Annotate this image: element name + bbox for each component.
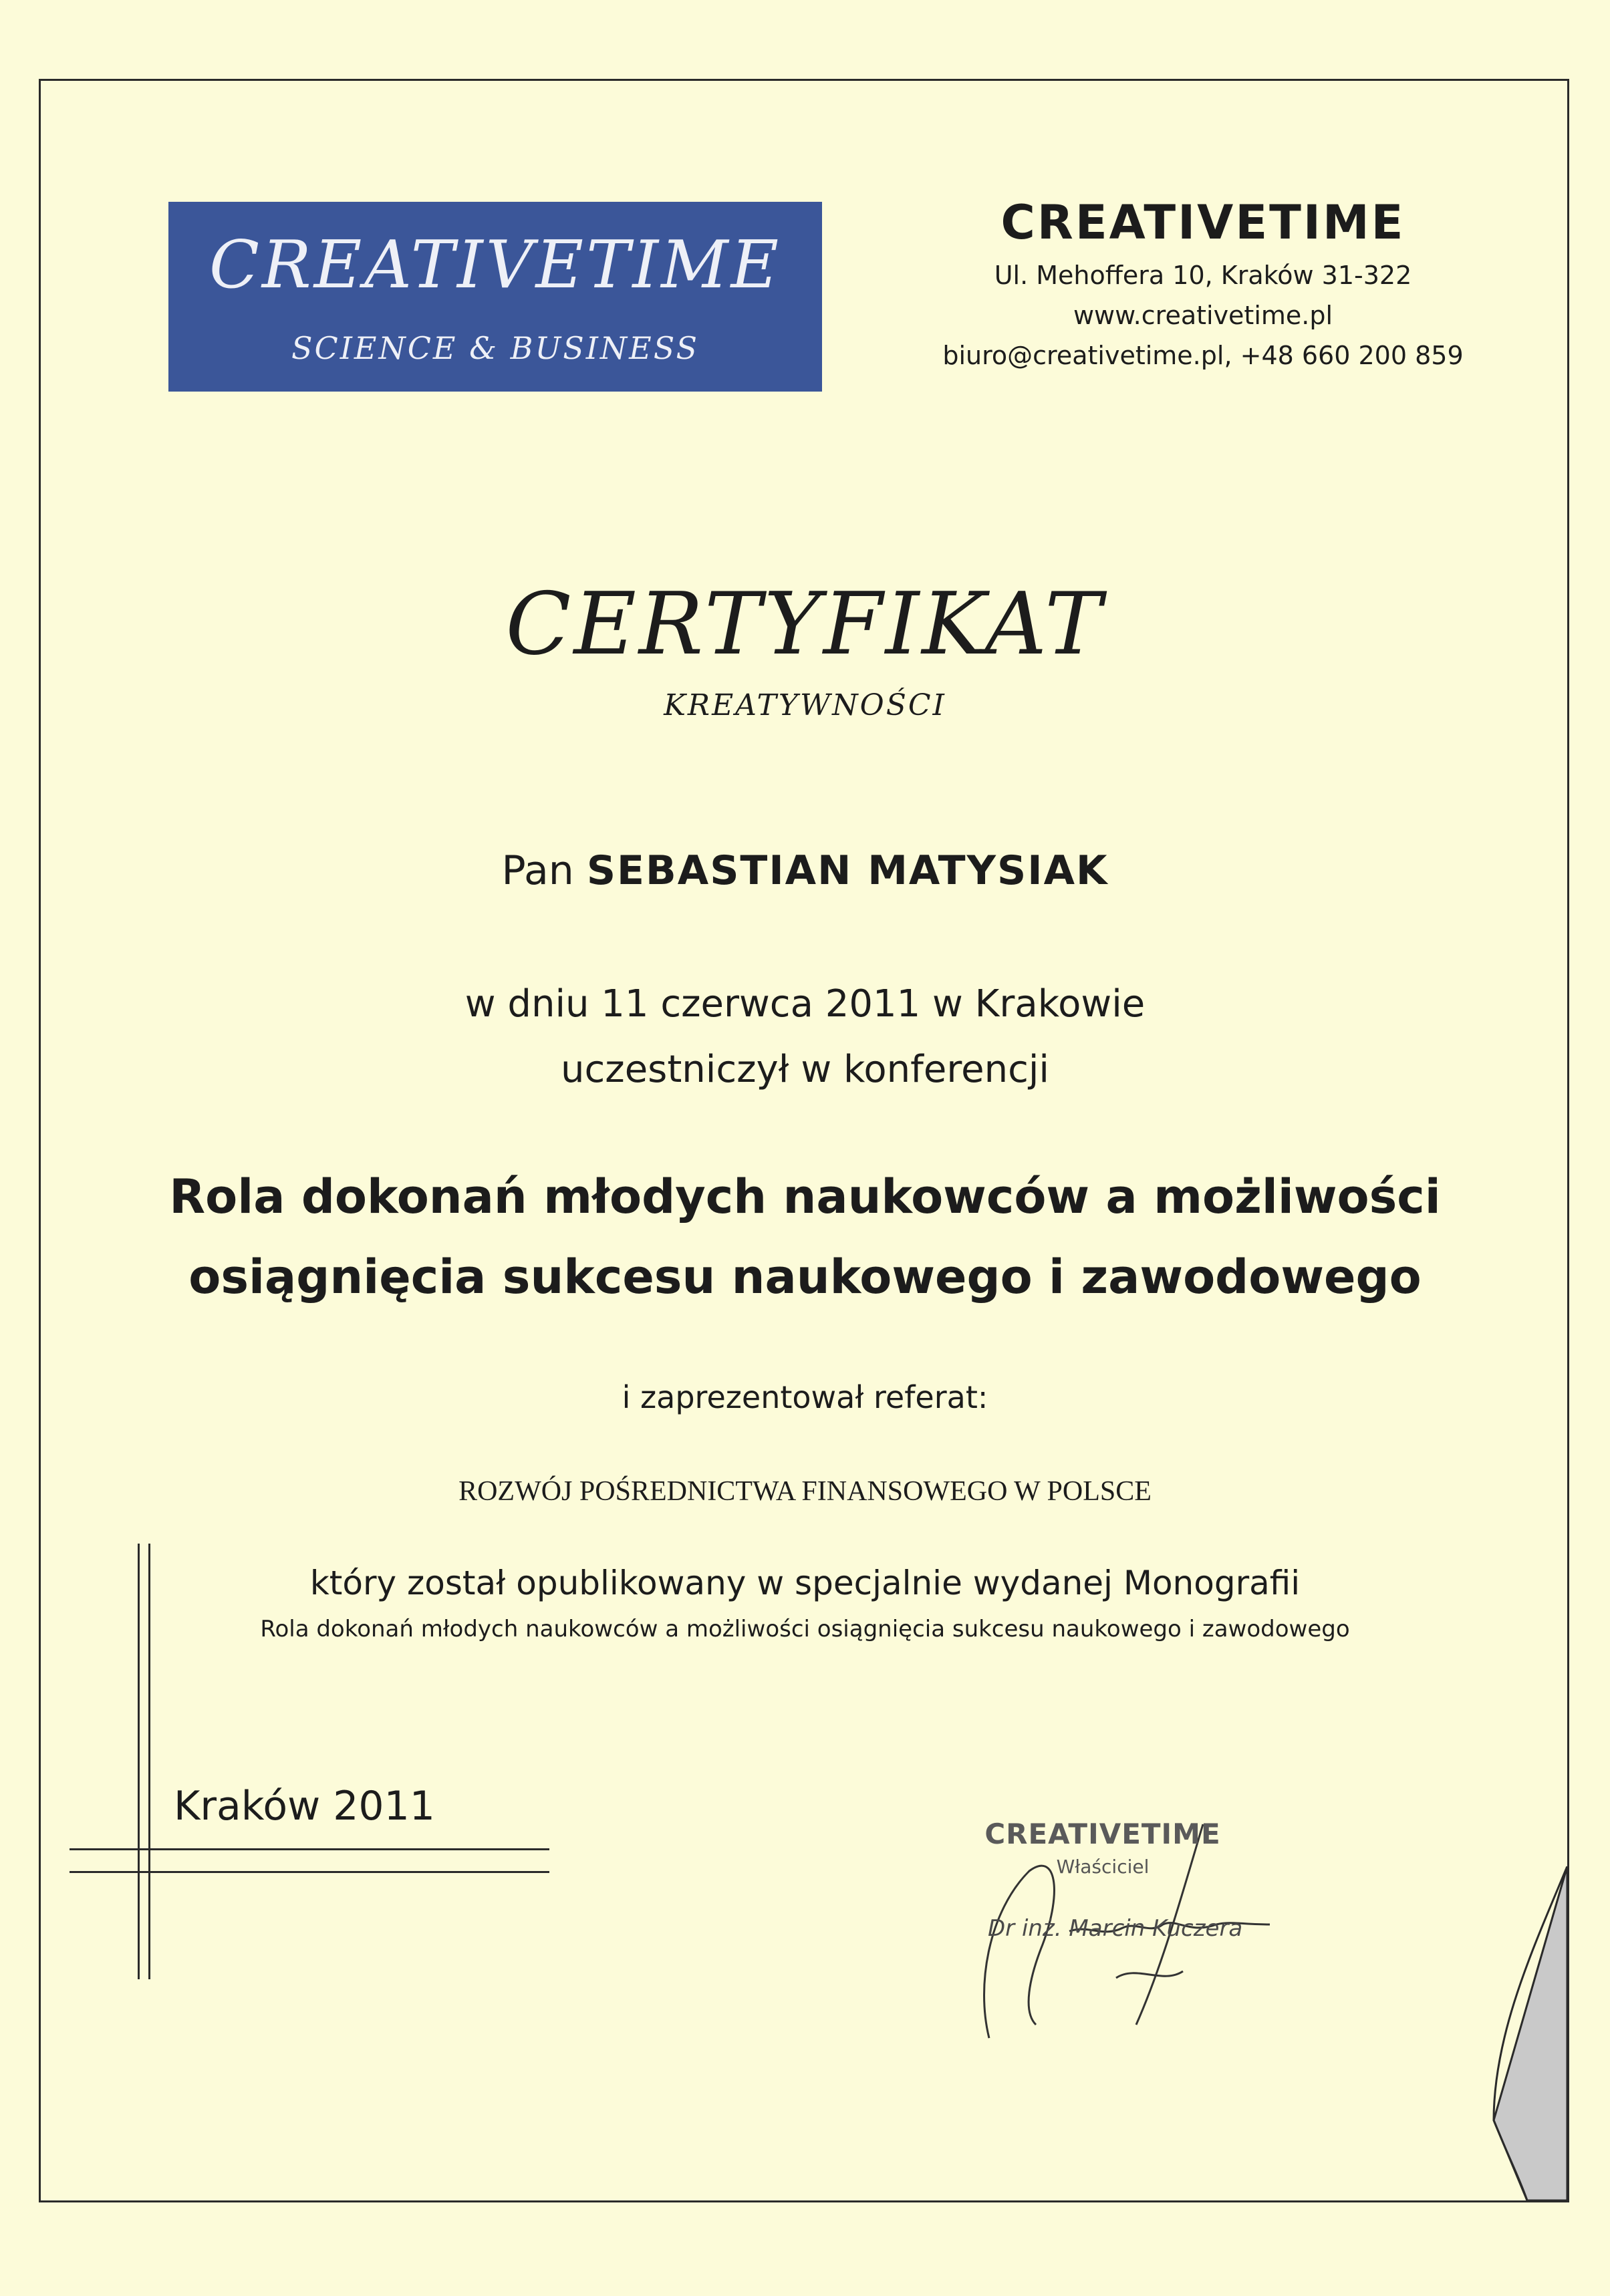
- page-curl: [1454, 1866, 1567, 2200]
- presented-label: i zaprezentował referat:: [622, 1379, 988, 1415]
- certificate-title: CERTYFIKAT: [505, 575, 1105, 674]
- recipient-name: SEBASTIAN MATYSIAK: [586, 847, 1109, 894]
- decorative-hline-1: [70, 1848, 549, 1850]
- place-date: Kraków 2011: [174, 1783, 435, 1830]
- company-website: www.creativetime.pl: [1073, 301, 1333, 330]
- recipient: [0, 847, 1610, 894]
- conference-title-line2: osiągnięcia sukcesu naukowego i zawodowego: [188, 1250, 1422, 1304]
- company-name: CREATIVETIME: [1000, 195, 1405, 250]
- recipient-salutation: Pan: [501, 847, 574, 894]
- stamp-role: Właściciel: [1056, 1856, 1150, 1878]
- company-address: Ul. Mehoffera 10, Kraków 31-322: [994, 261, 1412, 290]
- participation-line: uczestniczył w konferencji: [561, 1048, 1049, 1091]
- company-logo: [168, 202, 822, 392]
- event-date-line: w dniu 11 czerwca 2011 w Krakowie: [464, 982, 1146, 1026]
- publication-line1: który został opublikowany w specjalnie wydanej Monografii: [309, 1564, 1301, 1602]
- company-stamp: [969, 1818, 1236, 1878]
- conference-title-line1: Rola dokonań młodych naukowców a możliwości: [169, 1169, 1441, 1224]
- certificate-subtitle: KREATYWNOŚCI: [664, 688, 946, 722]
- logo-tagline: SCIENCE & BUSINESS: [291, 330, 699, 366]
- stamp-company: CREATIVETIME: [984, 1818, 1221, 1850]
- paper-title: ROZWÓJ POŚREDNICTWA FINANSOWEGO W POLSCE: [458, 1476, 1152, 1507]
- decorative-vline-2: [148, 1544, 150, 1979]
- company-contact: biuro@creativetime.pl, +48 660 200 859: [942, 341, 1464, 370]
- decorative-vline-1: [138, 1544, 140, 1979]
- publication-line2: Rola dokonań młodych naukowców a możliwości osiągnięcia sukcesu naukowego i zawodowego: [260, 1616, 1350, 1642]
- logo-wordmark: CREATIVETIME: [209, 227, 782, 303]
- decorative-hline-2: [70, 1871, 549, 1873]
- stamp-person: Dr inż. Marcin Kuczera: [988, 1915, 1243, 1942]
